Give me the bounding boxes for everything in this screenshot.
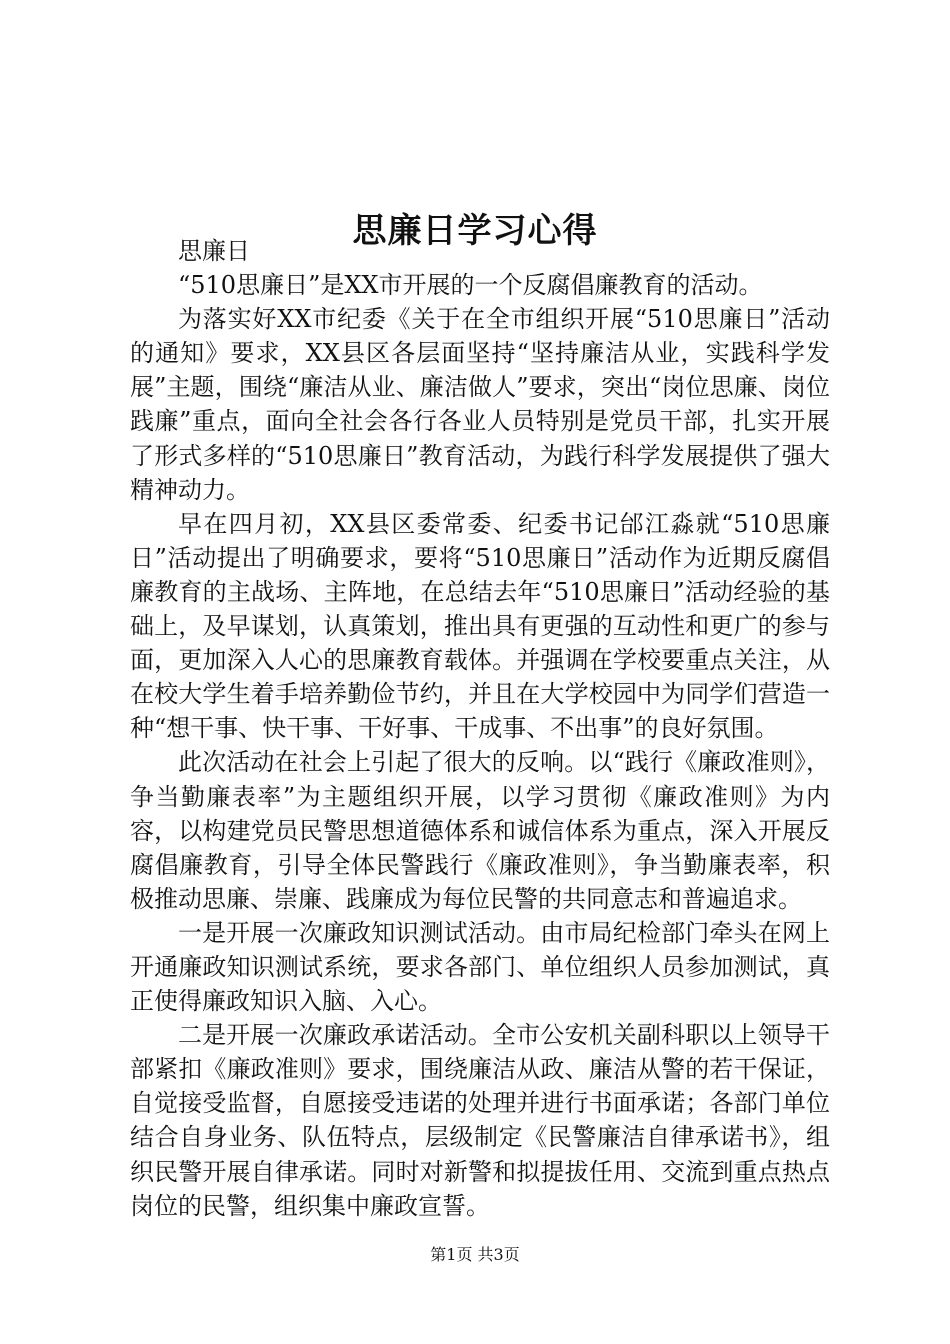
- paragraph-4: 早在四月初，XX县区委常委、纪委书记邰江淼就“510思廉日”活动提出了明确要求，要将“510思廉日”活动作为近期反腐倡廉教育的主战场、主阵地，在总结去年“510思廉日”活动经验的基础上，及早谋划，认真策划，推出具有更强的互动性和更广的参与面，更加深入人心的思廉教育载体。并强调在学校要重点关注，从在校大学生着手培养勤俭节约，并且在大学校园中为同学们营造一种“想干事、快干事、干好事、干成事、不出事”的良好氛围。: [130, 509, 830, 743]
- document-title: 思廉日学习心得: [352, 210, 598, 251]
- paragraph-6: 一是开展一次廉政知识测试活动。由市局纪检部门牵头在网上开通廉政知识测试系统，要求各部门、单位组织人员参加测试，真正使得廉政知识入脑、入心。: [130, 918, 830, 1016]
- paragraph-5: 此次活动在社会上引起了很大的反响。以“践行《廉政准则》，争当勤廉表率”为主题组织开展，以学习贯彻《廉政准则》为内容，以构建党员民警思想道德体系和诚信体系为重点，深入开展反腐倡廉教育，引导全体民警践行《廉政准则》，争当勤廉表率，积极推动思廉、崇廉、践廉成为每位民警的共同意志和普遍追求。: [130, 748, 830, 913]
- paragraph-3: 为落实好XX市纪委《关于在全市组织开展“510思廉日”活动的通知》要求，XX县区各层面坚持“坚持廉洁从业，实践科学发展”主题，围绕“廉洁从业、廉洁做人”要求，突出“岗位思廉、岗位践廉”重点，面向全社会各行各业人员特别是党员干部，扎实开展了形式多样的“510思廉日”教育活动，为践行科学发展提供了强大精神动力。: [130, 305, 830, 504]
- document-body: [130, 234, 830, 1223]
- paragraph-2: “510思廉日”是XX市开展的一个反腐倡廉教育的活动。: [178, 271, 763, 300]
- paragraph-7: 二是开展一次廉政承诺活动。全市公安机关副科职以上领导干部紧扣《廉政准则》要求，围绕廉洁从政、廉洁从警的若干保证，自觉接受监督，自愿接受违诺的处理并进行书面承诺；各部门单位结合自身业务、队伍特点，层级制定《民警廉洁自律承诺书》，组织民警开展自律承诺。同时对新警和拟提拔任用、交流到重点热点岗位的民警，组织集中廉政宣誓。: [130, 1021, 830, 1220]
- page-footer: 第1页 共3页: [430, 1245, 520, 1264]
- paragraph-1: 思廉日: [178, 237, 250, 265]
